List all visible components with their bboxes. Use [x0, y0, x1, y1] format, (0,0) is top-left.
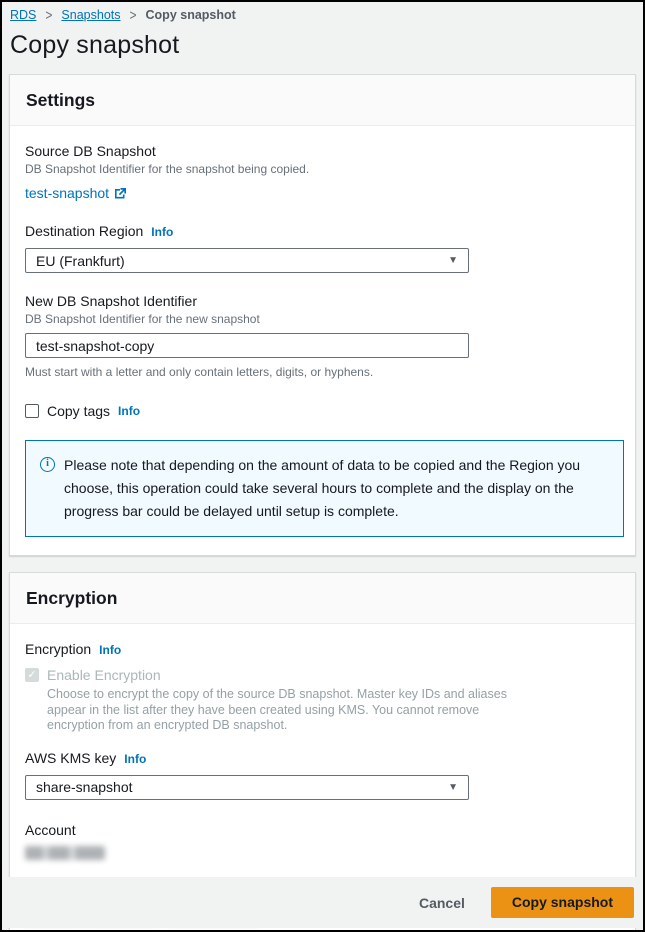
chevron-right-icon: > — [45, 6, 53, 24]
footer-action-bar — [4, 877, 641, 928]
new-identifier-description: DB Snapshot Identifier for the new snapshot — [25, 312, 260, 326]
destination-region-select[interactable] — [25, 248, 469, 273]
copy-tags-label: Copy tags — [47, 403, 111, 419]
info-alert — [25, 440, 624, 537]
settings-card-header — [10, 75, 635, 126]
destination-region-field — [25, 223, 620, 273]
account-field — [25, 822, 620, 860]
settings-card — [9, 74, 636, 556]
enable-encryption-row — [25, 667, 620, 683]
settings-heading: Settings — [26, 90, 96, 110]
breadcrumb-snapshots-link[interactable]: Snapshots — [61, 8, 121, 22]
encryption-field — [25, 641, 620, 734]
info-icon: i — [40, 457, 55, 472]
breadcrumb-rds-link[interactable]: RDS — [10, 8, 37, 22]
breadcrumb-current: Copy snapshot — [145, 8, 236, 22]
chevron-right-icon: > — [129, 6, 137, 24]
enable-encryption-label: Enable Encryption — [47, 667, 161, 683]
source-snapshot-field — [25, 143, 620, 201]
new-identifier-input[interactable] — [25, 333, 469, 358]
source-snapshot-link[interactable]: test-snapshot — [25, 185, 110, 201]
chevron-down-icon: ▼ — [448, 255, 458, 266]
destination-region-value: EU (Frankfurt) — [36, 252, 125, 269]
enable-encryption-checkbox[interactable]: ✓ — [25, 668, 39, 682]
external-link-icon[interactable] — [114, 187, 127, 200]
copy-tags-checkbox[interactable] — [25, 404, 39, 418]
cancel-button[interactable]: Cancel — [418, 894, 465, 911]
kms-key-value: share-snapshot — [36, 779, 133, 795]
kms-key-label: AWS KMS key — [25, 749, 117, 766]
kms-key-select[interactable] — [25, 775, 469, 800]
account-value-redacted — [25, 846, 105, 860]
enable-encryption-description: Choose to encrypt the copy of the source DB snapshot. Master key IDs and aliases appear in the list after they have been created using KMS. You cannot remove encryption from an encrypted DB snapshot. — [47, 687, 507, 732]
settings-card-body — [10, 126, 635, 555]
destination-region-info-link[interactable]: Info — [151, 225, 174, 239]
new-identifier-field — [25, 293, 620, 379]
encryption-card-header — [10, 573, 635, 624]
chevron-down-icon: ▼ — [448, 781, 458, 793]
copy-snapshot-button[interactable]: Copy snapshot — [491, 887, 634, 918]
source-snapshot-label: Source DB Snapshot — [25, 143, 156, 159]
kms-key-info-link[interactable]: Info — [124, 751, 147, 766]
source-snapshot-description: DB Snapshot Identifier for the snapshot being copied. — [25, 162, 310, 176]
copy-tags-field — [25, 403, 620, 419]
account-label: Account — [25, 821, 76, 838]
copy-tags-info-link[interactable]: Info — [118, 404, 141, 418]
kms-key-field — [25, 750, 620, 800]
page-title: Copy snapshot — [10, 31, 180, 59]
destination-region-label: Destination Region — [25, 223, 144, 239]
new-identifier-label: New DB Snapshot Identifier — [25, 293, 197, 309]
encryption-heading: Encryption — [26, 588, 118, 608]
breadcrumb — [2, 2, 643, 22]
encryption-label: Encryption — [25, 641, 92, 657]
info-alert-text: Please note that depending on the amount of data to be copied and the Region you choose, this operation could take several hours to complete and the display on the progress bar could be delayed until setup is complete. — [64, 457, 581, 519]
encryption-info-link[interactable]: Info — [99, 643, 122, 657]
new-identifier-constraint: Must start with a letter and only contain letters, digits, or hyphens. — [25, 365, 374, 379]
